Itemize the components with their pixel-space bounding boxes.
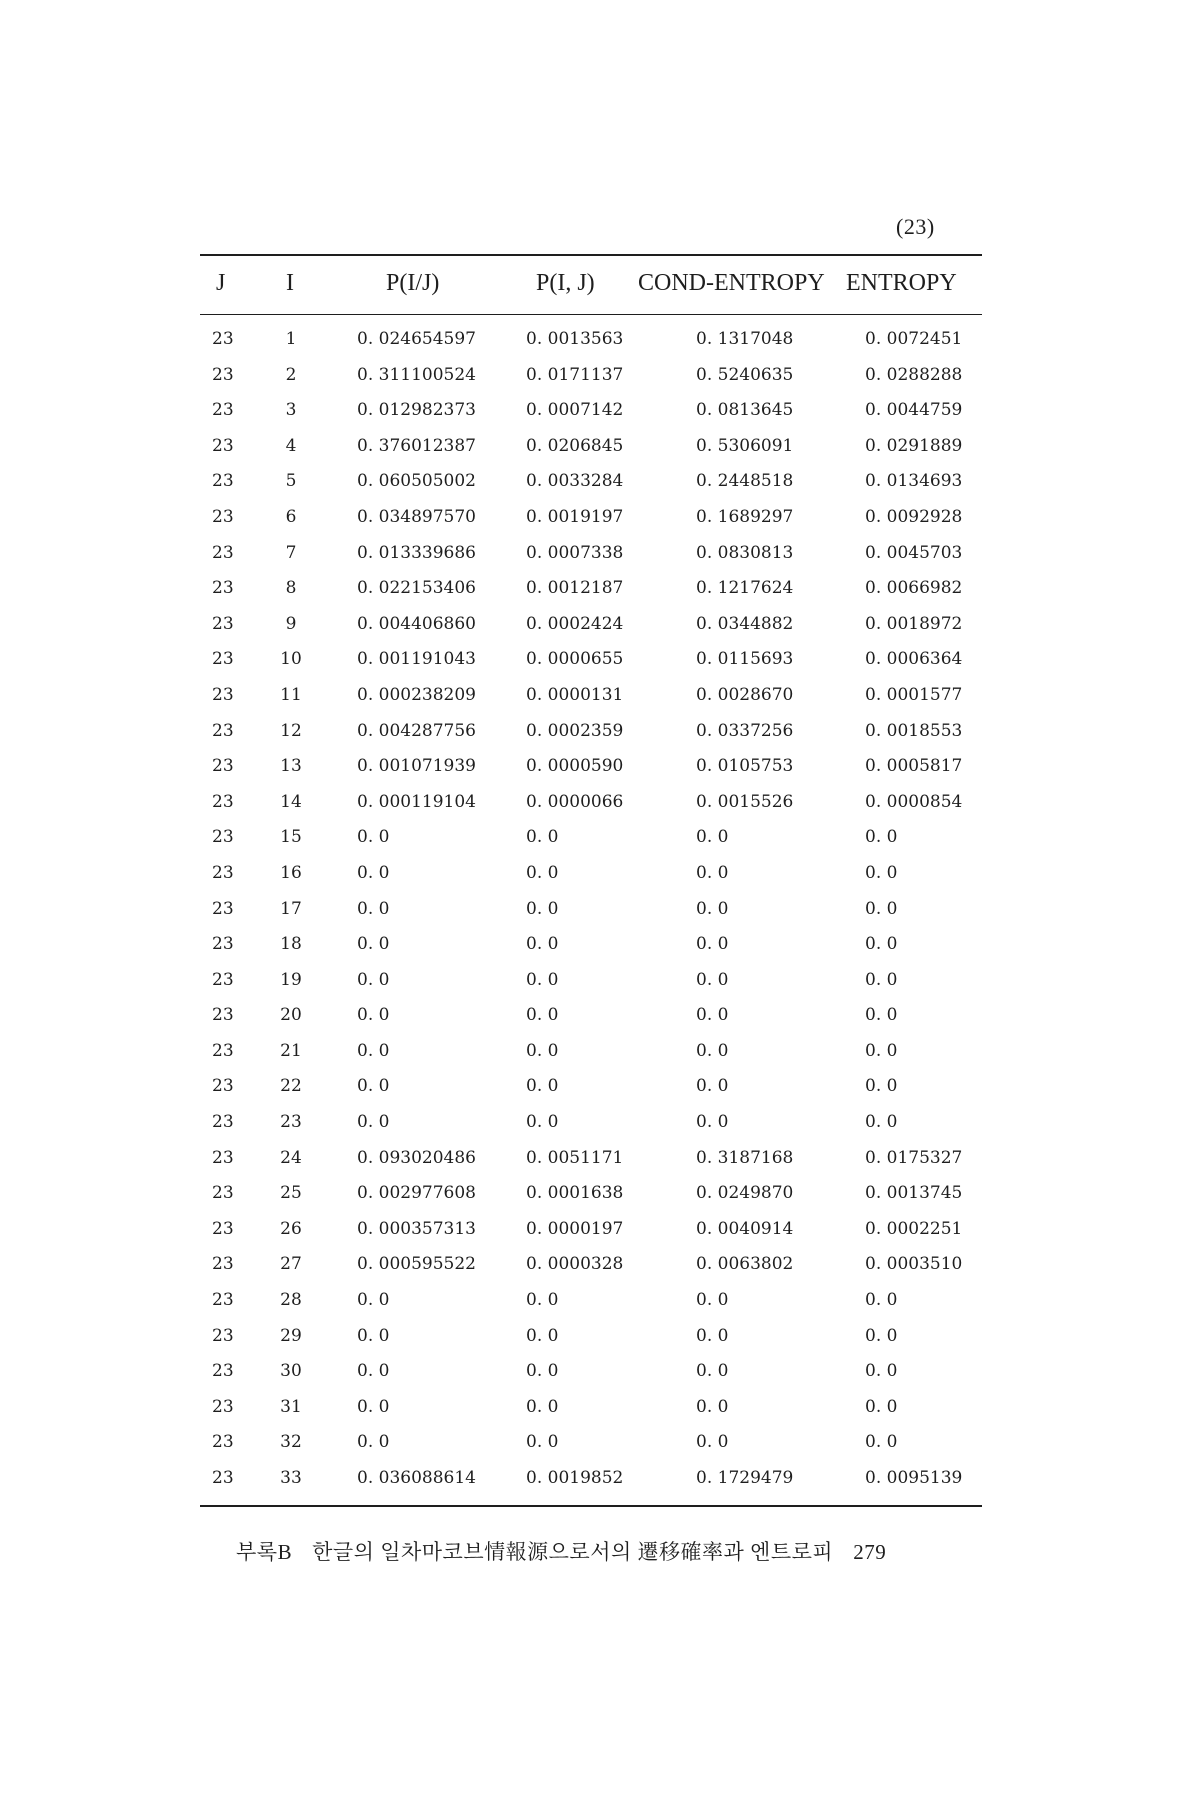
cell-p-cond: 0. 024654597 [357, 329, 476, 349]
table-row [200, 607, 982, 643]
cell-p-joint: 0. 0033284 [526, 471, 624, 492]
table-row [200, 1283, 982, 1319]
cell-p-cond: 0. 0 [357, 1432, 390, 1453]
cell-cond-entropy: 0. 0813645 [696, 400, 794, 421]
cell-cond-entropy: 0. 0830813 [696, 542, 794, 563]
cell-cond-entropy: 0. 0 [696, 969, 729, 990]
table-body [200, 315, 982, 1505]
cell-entropy: 0. 0003510 [865, 1254, 963, 1275]
cell-p-cond: 0. 012982373 [357, 400, 476, 421]
cell-i: 12 [280, 720, 302, 741]
cell-p-cond: 0. 0 [357, 1325, 390, 1346]
cell-p-cond: 0. 000238209 [357, 684, 476, 705]
table-row [200, 1461, 982, 1497]
cell-i: 31 [280, 1396, 302, 1417]
cell-i: 2 [285, 364, 297, 385]
cell-cond-entropy: 0. 0 [696, 1112, 729, 1133]
cell-p-cond: 0. 060505002 [357, 471, 476, 492]
cell-j: 23 [212, 542, 234, 563]
table-bottom-rule [200, 1505, 982, 1507]
cell-p-joint: 0. 0000066 [526, 791, 624, 812]
footer-appendix: 부록B [236, 1540, 293, 1564]
cell-j: 23 [212, 1254, 234, 1275]
cell-p-joint: 0. 0001638 [526, 1183, 624, 1204]
cell-i: 5 [285, 471, 297, 492]
cell-p-joint: 0. 0 [526, 1005, 559, 1026]
cell-j: 23 [212, 898, 234, 919]
cell-entropy: 0. 0000854 [865, 791, 963, 812]
cell-cond-entropy: 0. 0015526 [696, 791, 794, 812]
cell-cond-entropy: 0. 0249870 [696, 1183, 794, 1204]
cell-p-joint: 0. 0019197 [526, 506, 624, 527]
cell-entropy: 0. 0072451 [865, 329, 963, 349]
cell-p-cond: 0. 004287756 [357, 720, 476, 741]
cell-p-joint: 0. 0 [526, 969, 559, 990]
cell-j: 23 [212, 1290, 234, 1311]
cell-i: 4 [285, 435, 297, 456]
cell-j: 23 [212, 862, 234, 883]
cell-entropy: 0. 0045703 [865, 542, 963, 563]
table-row [200, 571, 982, 607]
cell-cond-entropy: 0. 0 [696, 1361, 729, 1382]
cell-i: 14 [280, 791, 302, 812]
cell-cond-entropy: 0. 1317048 [696, 329, 794, 349]
cell-entropy: 0. 0 [865, 1112, 898, 1133]
cell-entropy: 0. 0 [865, 1361, 898, 1382]
cell-p-joint: 0. 0000328 [526, 1254, 624, 1275]
cell-i: 32 [280, 1432, 302, 1453]
cell-p-cond: 0. 000357313 [357, 1218, 476, 1239]
cell-i: 1 [285, 329, 297, 349]
cell-i: 26 [280, 1218, 302, 1239]
table-row [200, 536, 982, 572]
probability-table [200, 254, 982, 1507]
table-header-row [200, 256, 982, 314]
cell-i: 6 [285, 506, 297, 527]
cell-entropy: 0. 0 [865, 1325, 898, 1346]
cell-p-joint: 0. 0000131 [526, 684, 624, 705]
cell-p-cond: 0. 0 [357, 934, 390, 955]
cell-p-joint: 0. 0019852 [526, 1468, 624, 1488]
cell-j: 23 [212, 364, 234, 385]
cell-j: 23 [212, 1432, 234, 1453]
cell-i: 3 [285, 400, 297, 421]
cell-entropy: 0. 0 [865, 1290, 898, 1311]
cell-entropy: 0. 0175327 [865, 1147, 963, 1168]
cell-p-joint: 0. 0 [526, 934, 559, 955]
cell-j: 23 [212, 969, 234, 990]
cell-p-joint: 0. 0 [526, 1112, 559, 1133]
cell-j: 23 [212, 1005, 234, 1026]
cell-entropy: 0. 0 [865, 827, 898, 848]
cell-i: 20 [280, 1005, 302, 1026]
cell-i: 18 [280, 934, 302, 955]
cell-cond-entropy: 0. 0 [696, 862, 729, 883]
cell-i: 19 [280, 969, 302, 990]
cell-p-joint: 0. 0 [526, 1325, 559, 1346]
table-row [200, 785, 982, 821]
cell-i: 13 [280, 756, 302, 777]
cell-p-cond: 0. 022153406 [357, 578, 476, 599]
header-i: I [286, 270, 294, 296]
cell-p-cond: 0. 000119104 [357, 791, 476, 812]
table-row [200, 1069, 982, 1105]
cell-j: 23 [212, 435, 234, 456]
table-row [200, 1176, 982, 1212]
cell-entropy: 0. 0092928 [865, 506, 963, 527]
cell-p-cond: 0. 001071939 [357, 756, 476, 777]
page-number-top: (23) [896, 214, 935, 239]
cell-j: 23 [212, 1396, 234, 1417]
cell-p-cond: 0. 093020486 [357, 1147, 476, 1168]
cell-p-joint: 0. 0002424 [526, 613, 624, 634]
cell-cond-entropy: 0. 0 [696, 1432, 729, 1453]
cell-entropy: 0. 0001577 [865, 684, 963, 705]
table-row [200, 1390, 982, 1426]
table-row [200, 358, 982, 394]
table-row [200, 322, 982, 358]
cell-p-cond: 0. 000595522 [357, 1254, 476, 1275]
cell-j: 23 [212, 613, 234, 634]
cell-p-cond: 0. 0 [357, 1112, 390, 1133]
table-row [200, 1034, 982, 1070]
cell-entropy: 0. 0 [865, 1040, 898, 1061]
cell-p-joint: 0. 0 [526, 898, 559, 919]
cell-entropy: 0. 0 [865, 1005, 898, 1026]
cell-p-cond: 0. 0 [357, 862, 390, 883]
header-p-joint: P(I, J) [536, 270, 595, 296]
table-row [200, 1105, 982, 1141]
table-row [200, 1141, 982, 1177]
cell-p-cond: 0. 376012387 [357, 435, 476, 456]
cell-entropy: 0. 0018972 [865, 613, 963, 634]
table-row [200, 678, 982, 714]
header-entropy: ENTROPY [846, 270, 957, 296]
table-row [200, 1319, 982, 1355]
cell-p-cond: 0. 0 [357, 1361, 390, 1382]
cell-i: 15 [280, 827, 302, 848]
cell-p-cond: 0. 001191043 [357, 649, 476, 670]
cell-i: 30 [280, 1361, 302, 1382]
cell-p-cond: 0. 0 [357, 1005, 390, 1026]
cell-p-joint: 0. 0 [526, 1396, 559, 1417]
cell-cond-entropy: 0. 0 [696, 1040, 729, 1061]
cell-p-joint: 0. 0002359 [526, 720, 624, 741]
cell-cond-entropy: 0. 1729479 [696, 1468, 794, 1488]
page-footer [236, 1536, 886, 1566]
cell-p-cond: 0. 0 [357, 1290, 390, 1311]
cell-p-joint: 0. 0007338 [526, 542, 624, 563]
cell-entropy: 0. 0288288 [865, 364, 963, 385]
cell-p-joint: 0. 0171137 [526, 364, 624, 385]
cell-p-joint: 0. 0206845 [526, 435, 624, 456]
cell-cond-entropy: 0. 0337256 [696, 720, 794, 741]
cell-entropy: 0. 0044759 [865, 400, 963, 421]
cell-p-cond: 0. 002977608 [357, 1183, 476, 1204]
table-row [200, 393, 982, 429]
cell-cond-entropy: 0. 0063802 [696, 1254, 794, 1275]
cell-i: 22 [280, 1076, 302, 1097]
cell-cond-entropy: 0. 3187168 [696, 1147, 794, 1168]
cell-cond-entropy: 0. 0 [696, 898, 729, 919]
cell-entropy: 0. 0 [865, 898, 898, 919]
cell-i: 11 [280, 684, 302, 705]
cell-entropy: 0. 0002251 [865, 1218, 963, 1239]
table-row [200, 749, 982, 785]
cell-i: 8 [285, 578, 297, 599]
cell-i: 17 [280, 898, 302, 919]
cell-j: 23 [212, 1076, 234, 1097]
cell-cond-entropy: 0. 0 [696, 1325, 729, 1346]
cell-entropy: 0. 0 [865, 1432, 898, 1453]
cell-entropy: 0. 0291889 [865, 435, 963, 456]
table-row [200, 927, 982, 963]
cell-j: 23 [212, 649, 234, 670]
table-row [200, 963, 982, 999]
cell-p-joint: 0. 0012187 [526, 578, 624, 599]
table-row [200, 1425, 982, 1461]
cell-entropy: 0. 0 [865, 1076, 898, 1097]
cell-entropy: 0. 0018553 [865, 720, 963, 741]
footer-page-number: 279 [853, 1540, 887, 1564]
cell-i: 16 [280, 862, 302, 883]
cell-entropy: 0. 0 [865, 862, 898, 883]
cell-i: 28 [280, 1290, 302, 1311]
cell-cond-entropy: 0. 1217624 [696, 578, 794, 599]
cell-j: 23 [212, 471, 234, 492]
cell-entropy: 0. 0005817 [865, 756, 963, 777]
table-row [200, 820, 982, 856]
cell-j: 23 [212, 329, 234, 349]
cell-cond-entropy: 0. 0 [696, 934, 729, 955]
header-p-cond: P(I/J) [386, 270, 440, 296]
cell-i: 23 [280, 1112, 302, 1133]
cell-entropy: 0. 0095139 [865, 1468, 963, 1488]
cell-j: 23 [212, 720, 234, 741]
cell-p-joint: 0. 0000590 [526, 756, 624, 777]
cell-i: 7 [285, 542, 297, 563]
cell-j: 23 [212, 934, 234, 955]
cell-i: 9 [285, 613, 297, 634]
cell-cond-entropy: 0. 0028670 [696, 684, 794, 705]
cell-i: 21 [280, 1040, 302, 1061]
cell-j: 23 [212, 578, 234, 599]
cell-j: 23 [212, 1361, 234, 1382]
cell-j: 23 [212, 827, 234, 848]
cell-p-joint: 0. 0013563 [526, 329, 624, 349]
cell-entropy: 0. 0 [865, 1396, 898, 1417]
cell-cond-entropy: 0. 1689297 [696, 506, 794, 527]
cell-cond-entropy: 0. 5240635 [696, 364, 794, 385]
table-row [200, 714, 982, 750]
cell-j: 23 [212, 684, 234, 705]
table-row [200, 856, 982, 892]
cell-j: 23 [212, 1183, 234, 1204]
cell-p-joint: 0. 0 [526, 1076, 559, 1097]
table-row [200, 892, 982, 928]
cell-cond-entropy: 0. 0040914 [696, 1218, 794, 1239]
cell-p-cond: 0. 0 [357, 898, 390, 919]
cell-cond-entropy: 0. 2448518 [696, 471, 794, 492]
table-row [200, 642, 982, 678]
table-row [200, 1354, 982, 1390]
cell-p-cond: 0. 036088614 [357, 1468, 476, 1488]
cell-p-joint: 0. 0007142 [526, 400, 624, 421]
cell-j: 23 [212, 1325, 234, 1346]
cell-p-cond: 0. 0 [357, 1076, 390, 1097]
cell-p-joint: 0. 0 [526, 827, 559, 848]
cell-p-joint: 0. 0000655 [526, 649, 624, 670]
cell-entropy: 0. 0066982 [865, 578, 963, 599]
cell-cond-entropy: 0. 0 [696, 1396, 729, 1417]
table-row [200, 1247, 982, 1283]
cell-p-cond: 0. 004406860 [357, 613, 476, 634]
cell-i: 25 [280, 1183, 302, 1204]
cell-p-cond: 0. 0 [357, 1040, 390, 1061]
cell-p-joint: 0. 0 [526, 1432, 559, 1453]
cell-p-cond: 0. 0 [357, 1396, 390, 1417]
cell-j: 23 [212, 1147, 234, 1168]
table-row [200, 998, 982, 1034]
cell-j: 23 [212, 1468, 234, 1488]
table-row [200, 429, 982, 465]
cell-j: 23 [212, 506, 234, 527]
cell-i: 10 [280, 649, 302, 670]
cell-p-cond: 0. 311100524 [357, 364, 476, 385]
cell-i: 33 [280, 1468, 302, 1488]
cell-cond-entropy: 0. 0105753 [696, 756, 794, 777]
cell-p-cond: 0. 034897570 [357, 506, 476, 527]
cell-j: 23 [212, 791, 234, 812]
cell-cond-entropy: 0. 0 [696, 1290, 729, 1311]
cell-entropy: 0. 0 [865, 934, 898, 955]
cell-i: 27 [280, 1254, 302, 1275]
cell-entropy: 0. 0013745 [865, 1183, 963, 1204]
cell-entropy: 0. 0006364 [865, 649, 963, 670]
cell-p-cond: 0. 0 [357, 827, 390, 848]
cell-cond-entropy: 0. 0 [696, 1005, 729, 1026]
cell-cond-entropy: 0. 0 [696, 827, 729, 848]
cell-cond-entropy: 0. 5306091 [696, 435, 794, 456]
cell-p-joint: 0. 0 [526, 1290, 559, 1311]
table-row [200, 500, 982, 536]
header-cond-entropy: COND-ENTROPY [638, 270, 825, 296]
cell-cond-entropy: 0. 0115693 [696, 649, 794, 670]
table-row [200, 1212, 982, 1248]
cell-entropy: 0. 0 [865, 969, 898, 990]
cell-p-joint: 0. 0 [526, 1361, 559, 1382]
cell-i: 24 [280, 1147, 302, 1168]
cell-i: 29 [280, 1325, 302, 1346]
cell-j: 23 [212, 756, 234, 777]
cell-cond-entropy: 0. 0344882 [696, 613, 794, 634]
cell-p-joint: 0. 0 [526, 862, 559, 883]
cell-j: 23 [212, 1040, 234, 1061]
table-row [200, 464, 982, 500]
cell-p-cond: 0. 0 [357, 969, 390, 990]
cell-j: 23 [212, 1112, 234, 1133]
cell-p-joint: 0. 0000197 [526, 1218, 624, 1239]
header-j: J [216, 270, 226, 296]
cell-p-joint: 0. 0051171 [526, 1147, 624, 1168]
cell-j: 23 [212, 1218, 234, 1239]
cell-cond-entropy: 0. 0 [696, 1076, 729, 1097]
cell-entropy: 0. 0134693 [865, 471, 963, 492]
cell-p-joint: 0. 0 [526, 1040, 559, 1061]
cell-p-cond: 0. 013339686 [357, 542, 476, 563]
cell-j: 23 [212, 400, 234, 421]
footer-title: 한글의 일차마코브情報源으로서의 遷移確率과 엔트로피 [312, 1540, 834, 1564]
